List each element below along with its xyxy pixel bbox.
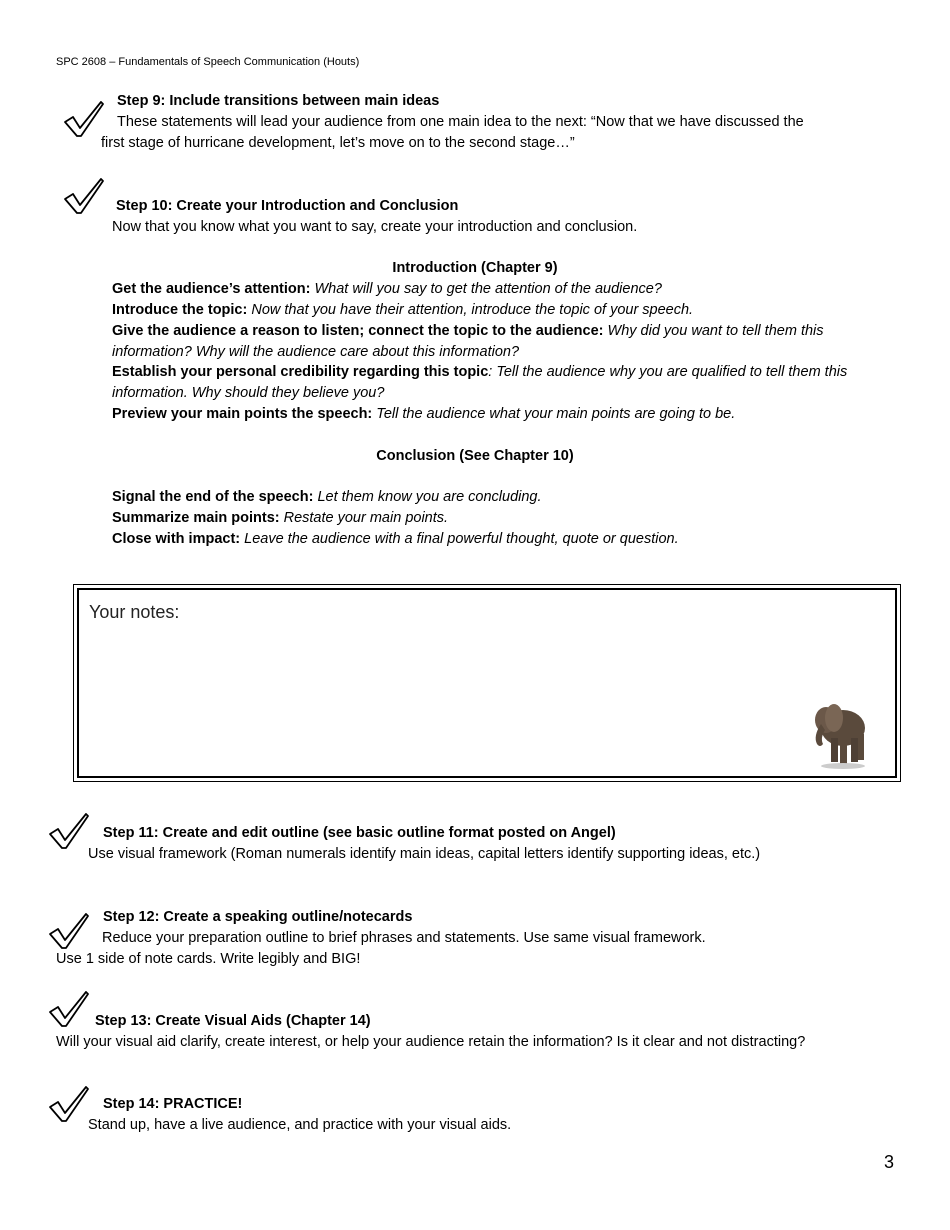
checkmark-icon xyxy=(48,912,90,952)
notes-box-inner xyxy=(77,588,897,778)
intro-credibility-cont: information. Why should they believe you? xyxy=(112,385,385,401)
conclusion-close: Close with impact: Leave the audience with a final powerful thought, quote or question. xyxy=(112,531,679,547)
introduction-heading: Introduction (Chapter 9) xyxy=(392,260,558,276)
step10-title: Step 10: Create your Introduction and Conclusion xyxy=(116,198,459,214)
step11-title: Step 11: Create and edit outline (see basic outline format posted on Angel) xyxy=(103,825,616,841)
conclusion-heading: Conclusion (See Chapter 10) xyxy=(376,448,574,464)
step11-text: Use visual framework (Roman numerals identify main ideas, capital letters identify supporting ideas, etc.) xyxy=(88,846,761,862)
checkmark-icon xyxy=(48,812,90,852)
step9-text-line2: first stage of hurricane development, let’s move on to the second stage…” xyxy=(101,135,575,151)
intro-credibility: Establish your personal credibility regarding this topic: Tell the audience why you are qualified to tell them this xyxy=(112,364,848,380)
step12-title: Step 12: Create a speaking outline/notecards xyxy=(103,909,413,925)
intro-reason: Give the audience a reason to listen; connect the topic to the audience: Why did you want to tell them this xyxy=(112,323,824,339)
notes-box[interactable] xyxy=(73,584,901,782)
page-header: SPC 2608 – Fundamentals of Speech Communication (Houts) xyxy=(56,56,360,68)
intro-preview: Preview your main points the speech: Tell the audience what your main points are going to be. xyxy=(112,406,736,422)
conclusion-signal: Signal the end of the speech: Let them know you are concluding. xyxy=(112,489,542,505)
checkmark-icon xyxy=(63,100,105,140)
step13-title: Step 13: Create Visual Aids (Chapter 14) xyxy=(95,1013,371,1029)
step12-text-line1: Reduce your preparation outline to brief phrases and statements. Use same visual framework. xyxy=(102,930,706,946)
page-number: 3 xyxy=(883,1152,894,1172)
step13-text: Will your visual aid clarify, create interest, or help your audience retain the information? Is it clear and not distracting? xyxy=(56,1034,806,1050)
conclusion-summarize: Summarize main points: Restate your main points. xyxy=(112,510,449,526)
elephant-icon xyxy=(809,698,871,770)
step14-title: Step 14: PRACTICE! xyxy=(103,1096,243,1112)
step10-text: Now that you know what you want to say, create your introduction and conclusion. xyxy=(112,219,638,235)
step9-text-line1: These statements will lead your audience from one main idea to the next: “Now that we have discussed the xyxy=(117,114,804,130)
intro-topic: Introduce the topic: Now that you have their attention, introduce the topic of your speech. xyxy=(112,302,694,318)
step12-text-line2: Use 1 side of note cards. Write legibly and BIG! xyxy=(56,951,361,967)
intro-reason-cont: information? Why will the audience care about this information? xyxy=(112,344,520,360)
checkmark-icon xyxy=(48,990,90,1030)
step14-text: Stand up, have a live audience, and practice with your visual aids. xyxy=(88,1117,512,1133)
checkmark-icon xyxy=(48,1085,90,1125)
checkmark-icon xyxy=(63,177,105,217)
step9-title: Step 9: Include transitions between main ideas xyxy=(117,93,440,109)
notes-label: Your notes: xyxy=(89,602,180,622)
intro-attention: Get the audience’s attention: What will you say to get the attention of the audience? xyxy=(112,281,662,297)
